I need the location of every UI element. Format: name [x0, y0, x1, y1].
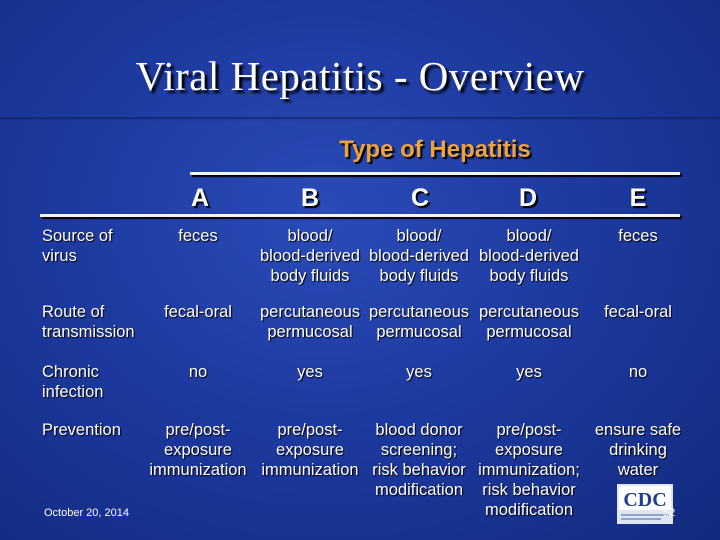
cdc-logo-text: CDC [623, 489, 667, 511]
cell-chronic-c: yes [406, 363, 432, 381]
cell-chronic-d: yes [516, 363, 542, 381]
header-rule-bottom [40, 214, 680, 217]
cell-source-d: blood/ blood-derived body fluids [479, 227, 579, 285]
slide-title: Viral Hepatitis - Overview [135, 53, 585, 99]
row-label-source: Source of virus [42, 227, 113, 265]
cell-chronic-a: no [188, 363, 208, 381]
cell-chronic-b: yes [297, 363, 323, 381]
footer-date: October 20, 2014 [44, 507, 130, 519]
cell-source-a: feces [178, 227, 218, 245]
page-number: 52 [663, 507, 676, 519]
cell-route-d: percutaneous permucosal [479, 303, 579, 341]
cell-route-b: percutaneous permucosal [260, 303, 360, 341]
cell-chronic-e: no [628, 363, 648, 381]
column-header-e: E [629, 184, 647, 212]
cell-source-c: blood/ blood-derived body fluids [369, 227, 469, 285]
column-header-a: A [190, 184, 210, 212]
column-header-c: C [410, 184, 430, 212]
table-subtitle: Type of Hepatitis [339, 136, 531, 163]
row-label-prevention: Prevention [42, 421, 121, 439]
cell-prevention-c: blood donor screening; risk behavior modification [372, 421, 466, 499]
cell-prevention-d: pre/post- exposure immunization; risk behavior modification [478, 421, 580, 519]
column-header-b: B [300, 184, 320, 212]
cell-route-c: percutaneous permucosal [369, 303, 469, 341]
cell-route-e: fecal-oral [604, 303, 672, 321]
row-label-route: Route of transmission [42, 303, 135, 341]
cell-source-e: feces [618, 227, 658, 245]
cell-prevention-b: pre/post- exposure immunization [261, 421, 359, 479]
cell-route-a: fecal-oral [164, 303, 232, 321]
row-label-chronic: Chronic infection [42, 363, 104, 401]
column-header-d: D [518, 184, 538, 212]
cell-prevention-e: ensure safe drinking water [594, 421, 682, 479]
cell-source-b: blood/ blood-derived body fluids [260, 227, 360, 285]
title-divider [0, 117, 720, 121]
header-rule-top [190, 172, 680, 175]
cell-prevention-a: pre/post- exposure immunization [149, 421, 247, 479]
